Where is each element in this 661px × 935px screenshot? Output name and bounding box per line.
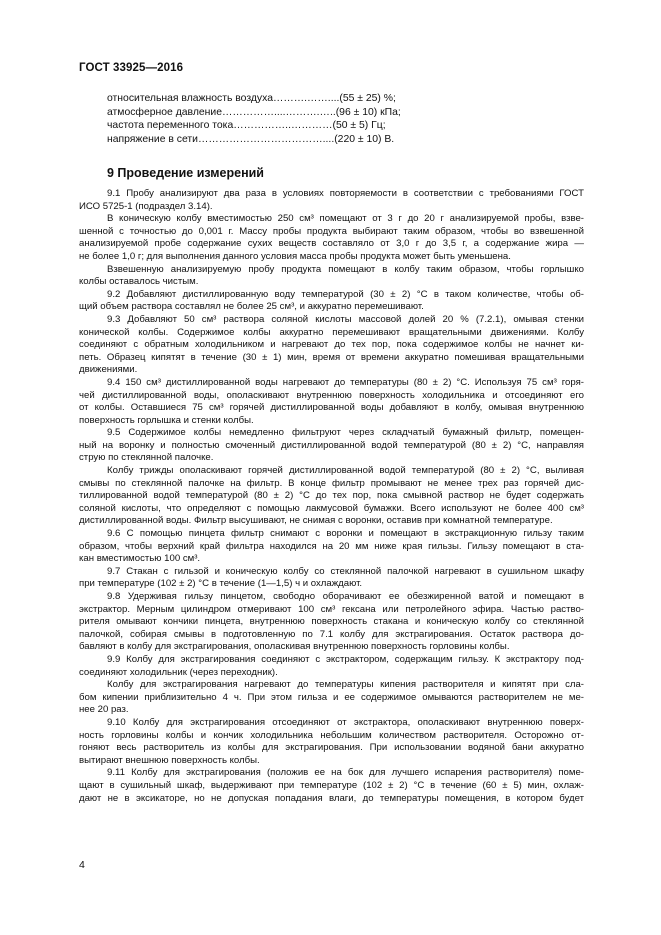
text-line: кан вместимостью 100 см³. [79, 553, 201, 565]
text-line: бом кипении приблизительно 4 ч. При этом гильза и ее содержимое омываются растворителем не ме- [79, 691, 584, 703]
text-line: дистиллированной воды. Фильтр высушивают, не снимая с воронки, оставив при комнатной температуре. [79, 515, 553, 527]
text-line: соединяют с обратным холодильником и нагревают до тех пор, пока содержимое колбы не начнет ки- [79, 339, 584, 351]
text-line: 9.11 Колбу для экстрагирования (положив ее на бок для лучшего испарения растворителя) поме- [107, 767, 584, 779]
text-line: 9.9 Колбу для экстрагирования соединяют с экстрактором, содержащим гильзу. К экстрактору под- [107, 653, 584, 665]
text-line: соляной кислоты, что определяют с помощью лакмусовой бумажки. Всего используют не более 400 см³ [79, 502, 584, 514]
text-line: 9.6 С помощью пинцета фильтр снимают с воронки и помещают в экстракционную гильзу таким [107, 528, 584, 540]
text-line: 9.1 Пробу анализируют два раза в условиях повторяемости в соответствии с требованиями ГОСТ [107, 188, 584, 199]
text-line: струю по стеклянной палочке. [79, 452, 214, 464]
section-body [79, 188, 584, 805]
text-line: при температуре (102 ± 2) °С в течение (1—1,5) ч и охлаждают. [79, 578, 363, 590]
condition-line: относительная влажность воздуха……….……....(55 ± 25) %; [107, 93, 396, 104]
text-line: щают в сушильный шкаф, выдерживают при температуре (102 ± 2) °С в течение (60 ± 5) мин, охлаж- [79, 779, 584, 791]
text-line: петь. Образец кипятят в течение (30 ± 1) мин, время от времени аккуратно помешивая вращательными [79, 351, 584, 363]
text-line: чей дистиллированной воды, ополаскивают внутреннюю поверхность холодильника и отсоединяют его [79, 389, 584, 401]
condition-line: частота переменного тока……………..…………(50 ± 5) Гц; [107, 120, 386, 132]
document-header: ГОСТ 33925—2016 [79, 62, 184, 74]
text-line: 9.2 Добавляют дистиллированную воду температурой (30 ± 2) °С в таком количестве, чтобы об- [107, 288, 584, 300]
text-line: конической колбы. Содержимое колбы аккуратно перемешивают вращательными движениями. Колбу [79, 326, 584, 338]
text-line: образом, чтобы верхний край фильтра находился на 20 мм ниже края гильзы. Гильзу помещают в ста- [79, 540, 584, 552]
text-line: 9.4 150 см³ дистиллированной воды нагревают до температуры (80 ± 2) °С. Используя 75 см³ горя- [107, 376, 584, 388]
condition-line: атмосферное давление……………....……….…..(96 ± 10) кПа; [107, 106, 401, 118]
text-line: колбы оставалось чистым. [79, 276, 199, 288]
text-line: щий объем раствора составлял не более 25 см³, и аккуратно перемешивают. [79, 301, 424, 313]
text-line: ность горловины колбы и кончик холодильника небольшим количеством растворителя. Осторожно от- [79, 729, 584, 741]
text-line: 9.7 Стакан с гильзой и коническую колбу со стеклянной палочкой нагревают в сушильном шкафу [107, 565, 584, 577]
measurement-conditions-list [107, 92, 427, 146]
text-line: гоняют весь растворитель из колбы для экстрагирования. При использовании водяной бани аккуратно [79, 742, 584, 754]
text-line: экстрактор. Мерным цилиндром отмеривают 100 см³ гексана или петролейного эфира. Частью раство- [79, 603, 584, 615]
text-line: поверхность горлышка и стенки колбы. [79, 414, 254, 426]
text-line: вытирают внешнюю поверхность колбы. [79, 754, 260, 766]
text-line: 9.3 Добавляют 50 см³ раствора соляной кислоты массовой долей 20 % (7.2.1), омывая стенки [107, 313, 584, 325]
text-line: ИСО 5725-1 (подраздел 3.14). [79, 200, 213, 212]
condition-line: напряжение в сети………………………………....(220 ± 10) В. [107, 133, 395, 145]
text-line: анализируемой пробе содержание сухих веществ составляло от 3,0 г до 3,5 г, а содержание жира — [79, 238, 584, 250]
text-line: 9.8 Удерживая гильзу пинцетом, свободно оборачивают ее обезжиренной ватой и помещают в [107, 591, 584, 602]
text-line: от колбы. Оставшиеся 75 см³ горячей дистиллированной воды добавляют в колбу, омывая внутреннюю [79, 402, 584, 414]
text-line: смывы по стеклянной палочке на фильтр. В конце фильтр промывают не менее трех раз горячей дис- [79, 477, 584, 489]
text-line: не более 1,0 г; для выполнения данного условия масса пробы продукта может быть уменьшена. [79, 250, 511, 262]
text-line: бавляют в колбу для экстрагирования, ополаскивая внутреннюю поверхность горловины колбы. [79, 641, 510, 653]
text-line: 9.5 Содержимое колбы немедленно фильтруют через складчатый бумажный фильтр, помещен- [107, 427, 584, 439]
section-title: 9 Проведение измерений [107, 166, 264, 180]
text-line: Колбу трижды ополаскивают горячей дистиллированной водой температурой (80 ± 2) °С, выливая [107, 465, 584, 477]
text-line: соединяют холодильник (через переходник). [79, 666, 278, 678]
page-number: 4 [79, 859, 85, 871]
text-line: шенной с точностью до 0,001 г. Массу пробы продукта выбирают таким образом, чтобы во взвешенной [79, 225, 584, 237]
text-line: тиллированной водой температурой (80 ± 2) °С до тех пор, пока смывной раствор не будет содержать [79, 490, 584, 502]
text-line: движениями. [79, 364, 138, 376]
text-line: нее 20 раз. [79, 704, 129, 716]
text-line: Колбу для экстрагирования нагревают до температуры кипения растворителя и кипятят при сла- [107, 679, 584, 691]
text-line: палочкой, собирая смывы в подготовленную по 7.1 колбу для экстрагирования. Остаток раствора до- [79, 628, 584, 640]
text-line: Взвешенную анализируемую пробу продукта помещают в колбу таким образом, чтобы горлышко [107, 263, 584, 275]
text-line: В коническую колбу вместимостью 250 см³ помещают от 3 г до 20 г анализируемой пробы, взве- [107, 213, 584, 225]
text-line: рителя омывают кончики пинцета, внутреннюю поверхность стакана и коническую колбу со стеклянной [79, 616, 584, 628]
text-line: 9.10 Колбу для экстрагирования отсоединяют от экстрактора, ополаскивают внутреннюю поверх- [107, 716, 584, 728]
text-line: ный на воронку и полностью смоченный дистиллированной водой температурой (80 ± 2) °С, направляя [79, 439, 584, 451]
text-line: дают не в эксикаторе, но не допуская попадания влаги, до температуры помещения, в котором будет [79, 792, 584, 804]
